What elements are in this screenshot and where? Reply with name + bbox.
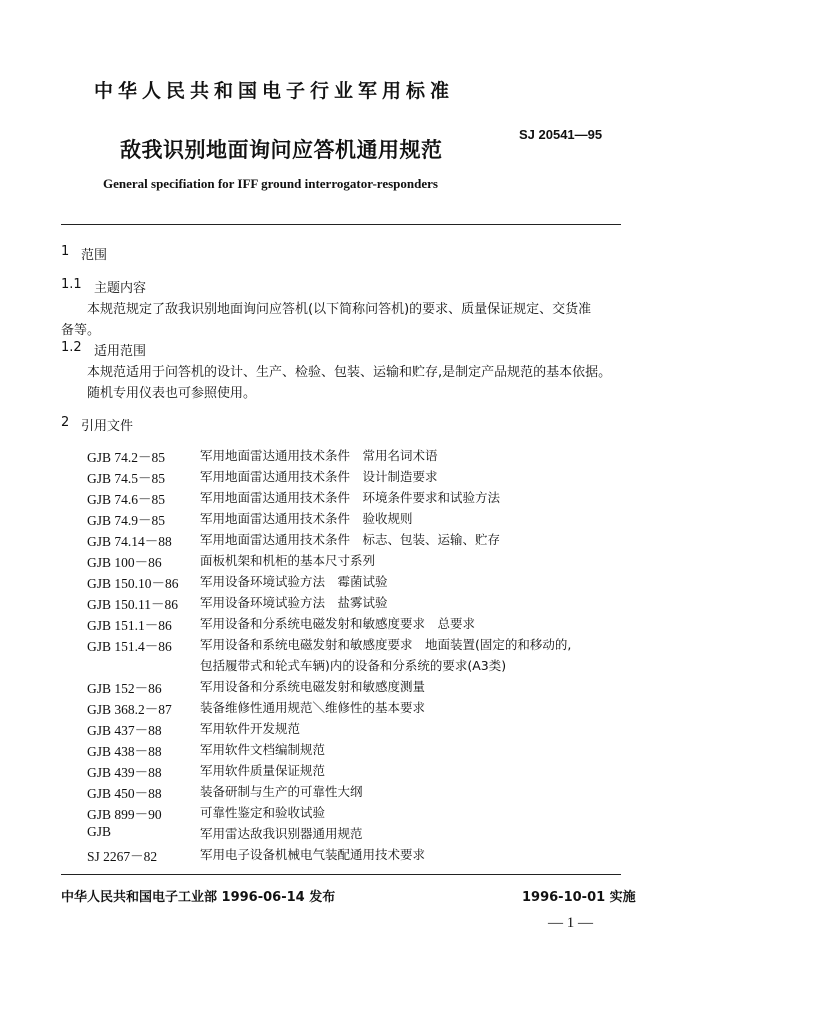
reference-title: 军用设备环境试验方法 盐雾试验 (200, 595, 388, 610)
reference-title: 军用设备和分系统电磁发射和敏感度要求 总要求 (200, 616, 476, 631)
section-2-number: 2 (61, 415, 70, 430)
reference-title: 军用软件质量保证规范 (200, 763, 326, 778)
bottom-rule (61, 874, 621, 875)
section-1-number: 1 (61, 244, 70, 259)
reference-title: 军用设备和分系统电磁发射和敏感度测量 (200, 679, 426, 694)
reference-title: 军用电子设备机械电气装配通用技术要求 (200, 847, 426, 862)
reference-title: 军用地面雷达通用技术条件 常用名词术语 (200, 448, 438, 463)
reference-code: GJB 74.5－85 (87, 471, 166, 486)
section-1-2-text-line1: 本规范适用于问答机的设计、生产、检验、包装、运输和贮存,是制定产品规范的基本依据。 (87, 365, 612, 380)
reference-title-continuation: 包括履带式和轮式车辆)内的设备和分系统的要求(A3类) (200, 658, 507, 673)
section-1-1-text-line1: 本规范规定了敌我识别地面询问应答机(以下简称问答机)的要求、质量保证规定、交货准 (87, 302, 592, 317)
section-1-2-text-line2: 随机专用仪表也可参照使用。 (87, 386, 257, 401)
reference-code: GJB 74.2－85 (87, 450, 166, 465)
effective-date: 1996-10-01 实施 (522, 890, 636, 905)
top-rule (61, 224, 621, 225)
reference-title: 军用地面雷达通用技术条件 设计制造要求 (200, 469, 438, 484)
reference-title: 军用软件文档编制规范 (200, 742, 326, 757)
section-1-2-number: 1.2 (61, 340, 82, 355)
page-number: — 1 — (548, 915, 593, 931)
reference-code: GJB 74.9－85 (87, 513, 166, 528)
section-1-1-number: 1.1 (61, 277, 82, 292)
reference-code: GJB 439－88 (87, 765, 162, 780)
reference-code: GJB 151.4－86 (87, 639, 172, 654)
section-1-1-title: 主题内容 (94, 281, 147, 296)
reference-code: GJB 899－90 (87, 807, 162, 822)
reference-title: 军用地面雷达通用技术条件 验收规则 (200, 511, 413, 526)
reference-code: SJ 2267－82 (87, 849, 158, 864)
section-1-title: 范围 (81, 248, 108, 263)
reference-title: 装备维修性通用规范＼维修性的基本要求 (200, 700, 426, 715)
english-title: General specifiation for IFF ground interrogator-responders (103, 176, 438, 191)
reference-code: GJB 100－86 (87, 555, 162, 570)
reference-code: GJB 368.2－87 (87, 702, 172, 717)
document-title: 敌我识别地面询问应答机通用规范 (120, 138, 443, 162)
section-1-2-title: 适用范围 (94, 344, 147, 359)
reference-code: GJB 74.14－88 (87, 534, 172, 549)
standard-category-header: 中华人民共和国电子行业军用标准 (94, 80, 455, 102)
reference-code: GJB 437－88 (87, 723, 162, 738)
reference-title: 军用地面雷达通用技术条件 标志、包装、运输、贮存 (200, 532, 501, 547)
reference-title: 军用雷达敌我识别器通用规范 (200, 826, 363, 841)
reference-code: GJB 151.1－86 (87, 618, 172, 633)
standard-number: SJ 20541—95 (519, 127, 603, 142)
reference-title: 军用设备和系统电磁发射和敏感度要求 地面装置(固定的和移动的, (200, 637, 572, 652)
reference-title: 军用地面雷达通用技术条件 环境条件要求和试验方法 (200, 490, 501, 505)
reference-title: 装备研制与生产的可靠性大纲 (200, 784, 363, 799)
reference-code: GJB 150.11－86 (87, 597, 179, 612)
reference-title: 可靠性鉴定和验收试验 (200, 805, 326, 820)
reference-code: GJB 438－88 (87, 744, 162, 759)
reference-title: 军用软件开发规范 (200, 721, 301, 736)
section-1-1-text-line2: 备等。 (61, 323, 101, 338)
reference-title: 军用设备环境试验方法 霉菌试验 (200, 574, 388, 589)
reference-title: 面板机架和机柜的基本尺寸系列 (200, 553, 376, 568)
issue-statement: 中华人民共和国电子工业部 1996-06-14 发布 (61, 890, 336, 905)
section-2-title: 引用文件 (81, 419, 134, 434)
reference-code: GJB 152－86 (87, 681, 162, 696)
reference-code: GJB 450－88 (87, 786, 162, 801)
reference-code: GJB 74.6－85 (87, 492, 166, 507)
reference-code: GJB (87, 824, 112, 839)
reference-code: GJB 150.10－86 (87, 576, 179, 591)
